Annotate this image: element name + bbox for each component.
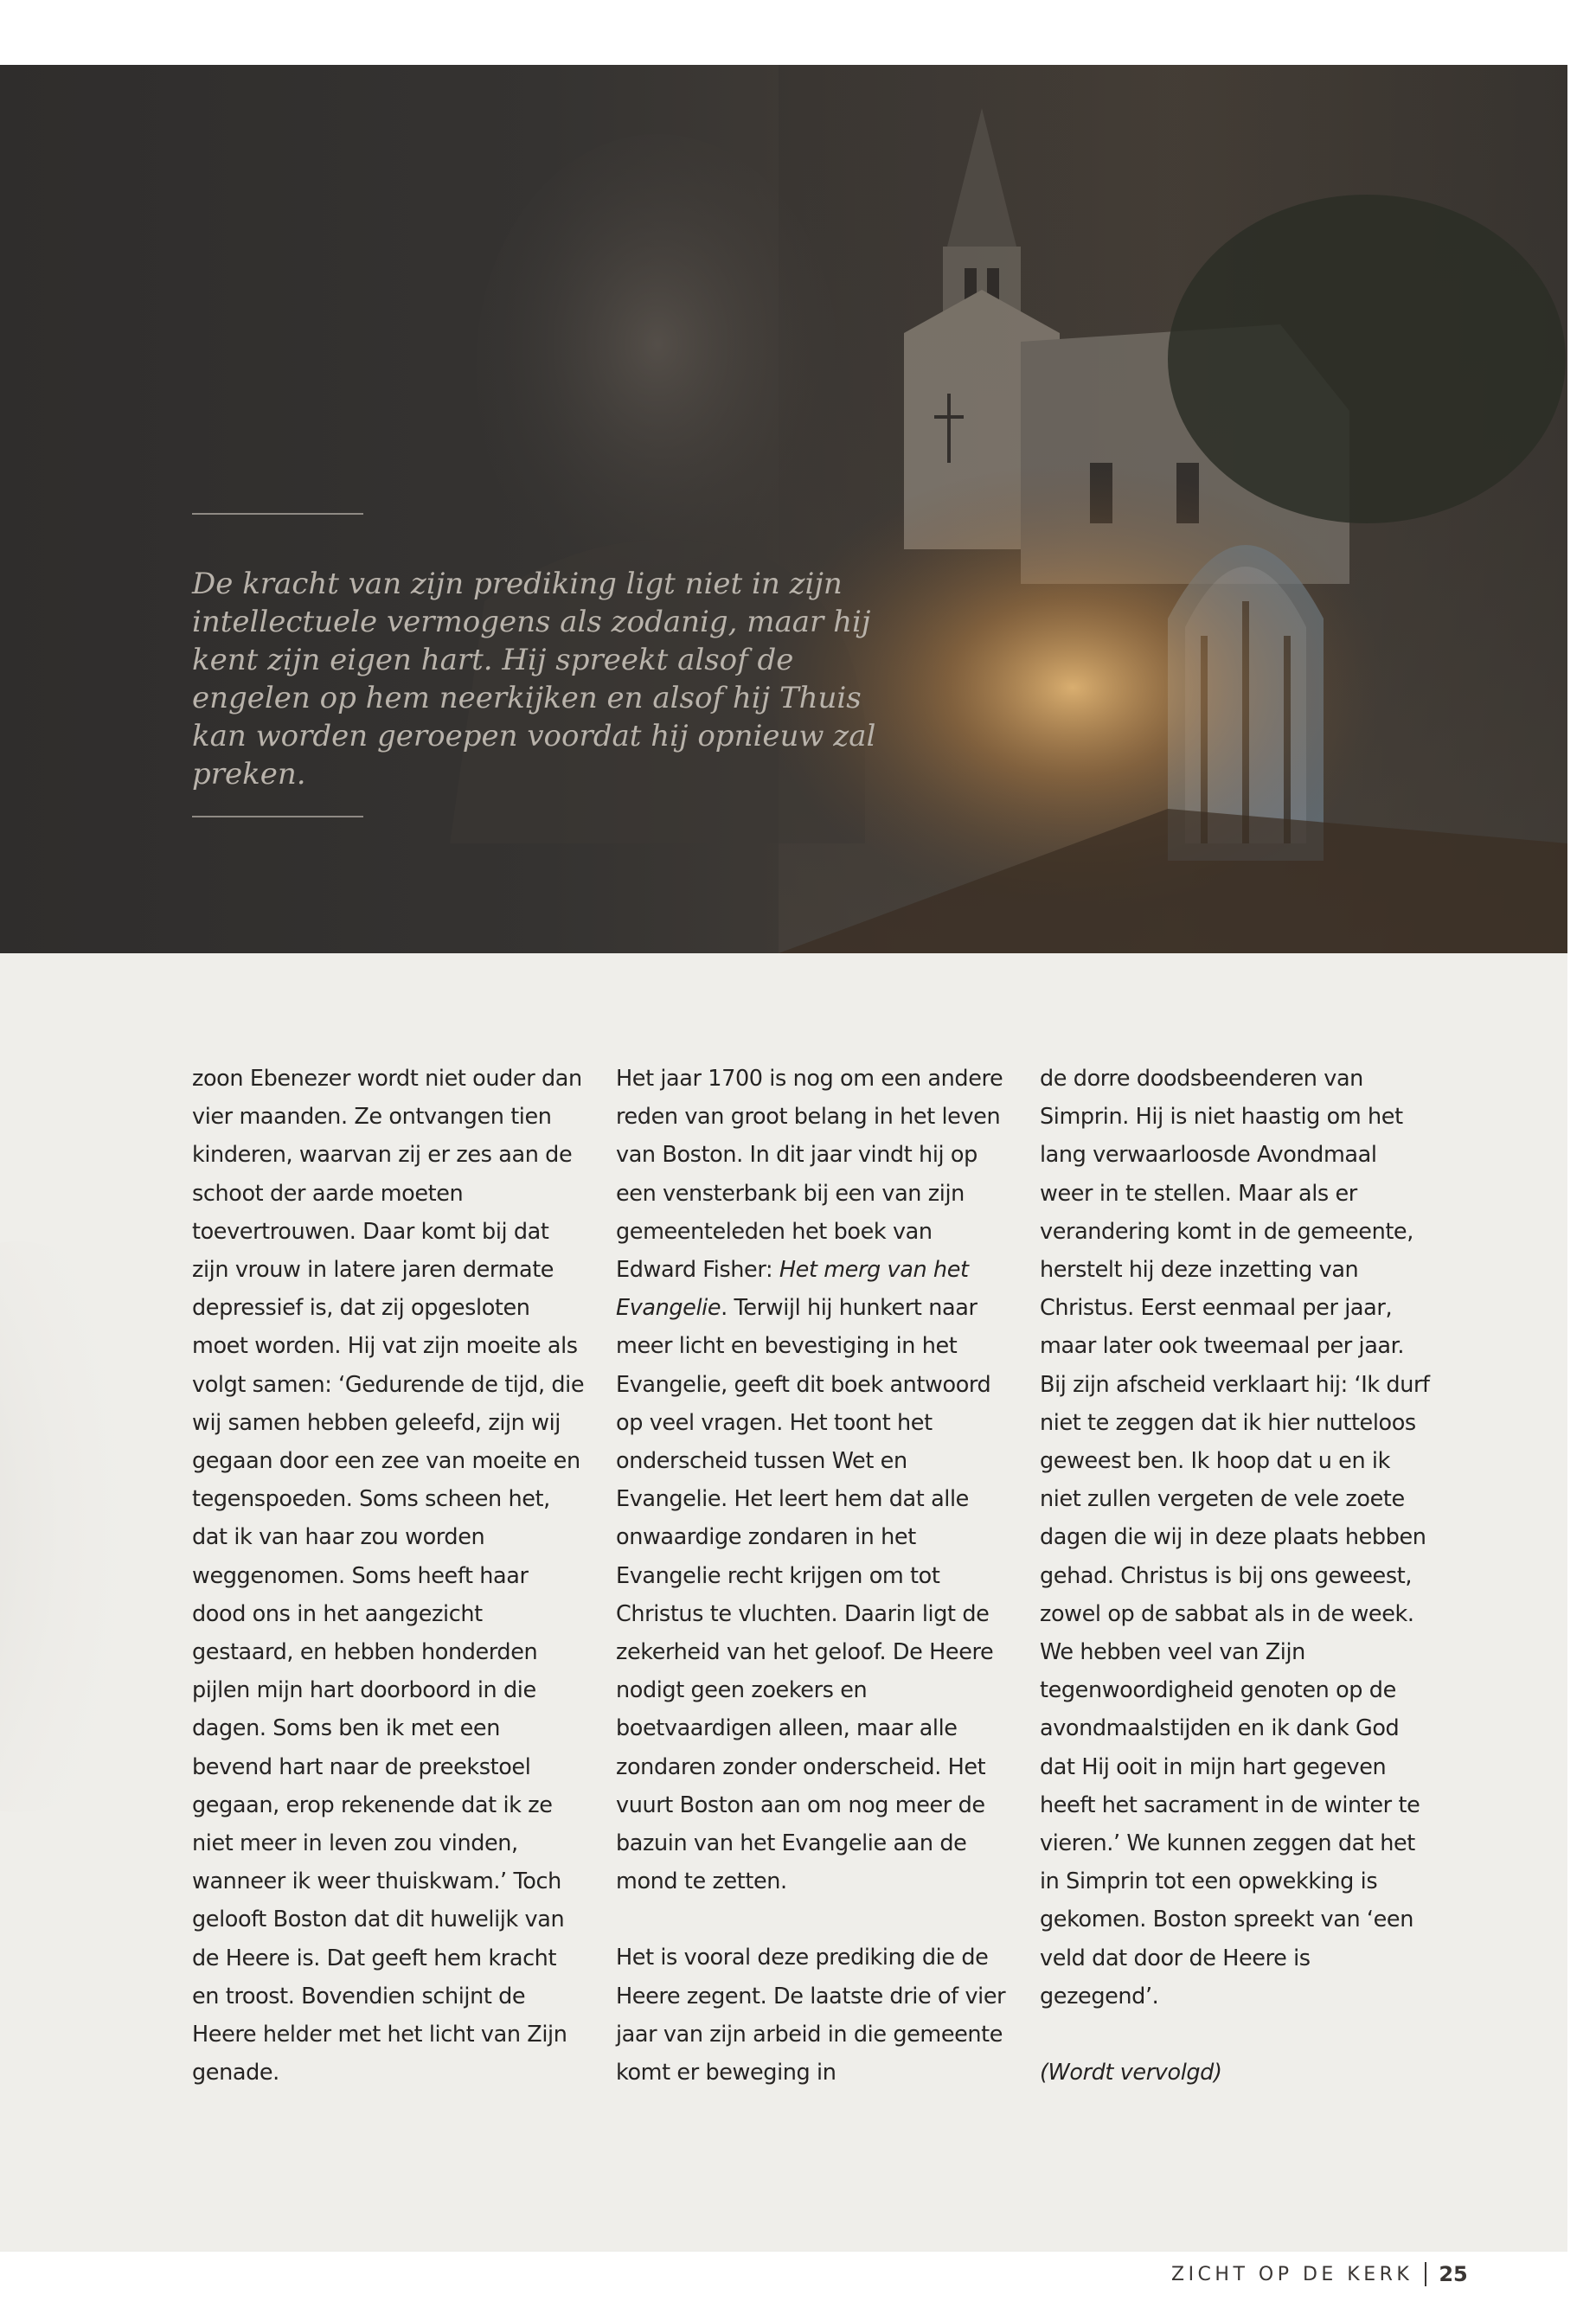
page-footer [1171,2259,1468,2290]
text-column-3 [1040,1060,1433,2130]
paragraph-text: . Terwijl hij hunkert naar meer licht en bevestiging in het Evangelie, geeft dit boek antwoord op veel vragen. Het toont het onderscheid tussen Wet en Evangelie. Het leert hem dat alle onwaardige zondaren in het Evangelie recht krijgen om tot Christus te vluchten. Daarin ligt de zekerheid van het geloof. De Heere nodigt geen zoekers en boetvaardigen alleen, maar alle zondaren zonder onderscheid. Het vuurt Boston aan om nog meer de bazuin van het Evangelie aan de mond te zetten. [616,1295,994,1895]
paragraph: Het is vooral deze prediking die de Heere zegent. De laatste drie of vier jaar van zijn arbeid in die gemeente komt er beweging in [616,1945,1006,2086]
page-number: 25 [1439,2262,1468,2286]
pull-quote: De kracht van zijn prediking ligt niet in zijn intellectuele vermogens als zodanig, maar hij kent zijn eigen hart. Hij spreekt alsof de engelen op hem neerkijken en alsof hij Thuis kan worden geroepen voordat hij opnieuw zal preken. [192,567,876,792]
quote-rule-top [192,513,363,515]
paragraph: de dorre doodsbeenderen van Simprin. Hij is niet haastig om het lang verwaarloosde Avondmaal weer in te stellen. Maar als er verandering komt in de gemeente, herstelt hij deze inzetting van Christus. Eerst eenmaal per jaar, maar later ook tweemaal per jaar. Bij zijn afscheid verklaart hij: ‘Ik durf niet te zeggen dat ik hier nutteloos geweest ben. Ik hoop dat u en ik niet zullen vergeten de vele zoete dagen die wij in deze plaats hebben gehad. Christus is bij ons geweest, zowel op de sabbat als in de week. We hebben veel van Zijn tegenwoordigheid genoten op de avondmaalstijden en ik dank God dat Hij ooit in mijn hart gegeven heeft het sacrament in de winter te vieren.’ We kunnen zeggen dat het in Simprin tot een opwekking is gekomen. Boston spreekt van ‘een veld dat door de Heere is gezegend’. [1040,1066,1430,2009]
magazine-title: ZICHT OP DE KERK [1171,2263,1413,2285]
continued-note: (Wordt vervolgd) [1040,2060,1222,2086]
paragraph: zoon Ebenezer wordt niet ouder dan vier maanden. Ze ontvangen tien kinderen, waarvan zij er zes aan de schoot der aarde moeten toevertrouwen. Daar komt bij dat zijn vrouw in latere jaren dermate depressief is, dat zij opgesloten moet worden. Hij vat zijn moeite als volgt samen: ‘Gedurende de tijd, die wij samen hebben geleefd, zijn wij gegaan door een zee van moeite en tegenspoeden. Soms scheen het, dat ik van haar zou worden weggenomen. Soms heeft haar dood ons in het aangezicht gestaard, en hebben honderden pijlen mijn hart doorboord in die dagen. Soms ben ik met een bevend hart naar de preekstoel gegaan, erop rekenende dat ik ze niet meer in leven zou vinden, wanneer ik weer thuiskwam.’ Toch gelooft Boston dat dit huwelijk van de Heere is. Dat geeft hem kracht en troost. Bovendien schijnt de Heere helder met het licht van Zijn genade. [192,1066,585,2086]
text-column-2 [616,1060,1010,2130]
paragraph-text: Het jaar 1700 is nog om een andere reden van groot belang in het leven van Boston. In dit jaar vindt hij op een vensterbank bij een van zijn gemeenteleden het boek van Edward Fisher: [616,1066,1003,1284]
hero-banner [0,65,1567,953]
portrait-silhouette [476,134,839,601]
faded-portrait-edge [0,1241,190,1847]
magazine-page [0,65,1567,2286]
footer-divider [1425,2262,1426,2286]
paragraph [616,1060,1010,1900]
hero-illustration [0,65,1567,953]
book-title: Het merg van het Evangelie [616,1257,969,1322]
text-column-1 [192,1060,586,2130]
quote-rule-bottom [192,816,363,817]
tree-canopy [1168,195,1566,523]
